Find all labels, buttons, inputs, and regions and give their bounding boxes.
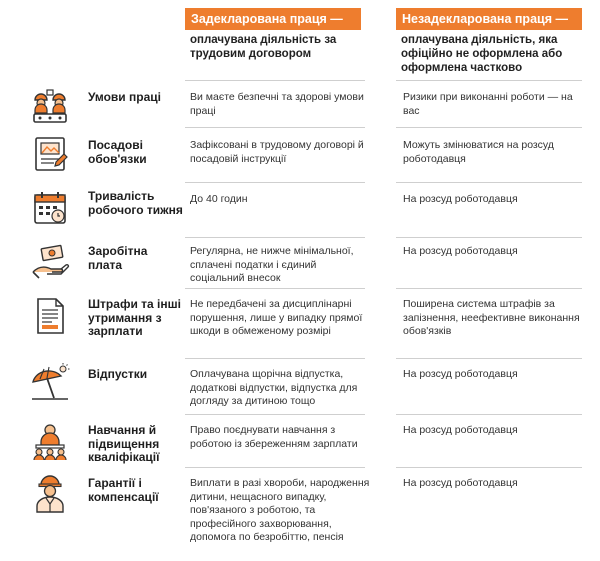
separator: [185, 358, 365, 359]
training-icon: [30, 421, 70, 461]
declared-cell: Виплати в разі хвороби, народження дитини, нещасного випадку, пов'язаного з роботою, та професійного захворювання, допомога по безробіттю, пенсія: [190, 477, 370, 543]
separator: [396, 414, 582, 415]
separator: [185, 127, 365, 128]
undeclared-cell: Можуть змінюватися на розсуд роботодавця: [403, 139, 554, 165]
job-description-icon: [30, 134, 70, 174]
declared-subtitle: оплачувана діяльність за трудовим договором: [190, 34, 337, 60]
separator: [396, 467, 582, 468]
worker-icon: [30, 474, 70, 514]
undeclared-cell: На розсуд роботодавця: [403, 245, 518, 257]
separator: [396, 127, 582, 128]
declared-header: Задекларована праця —: [185, 8, 361, 30]
undeclared-cell: Ризики при виконанні роботи — на вас: [403, 91, 573, 117]
undeclared-cell: Поширена система штрафів за запізнення, неефективне виконання обов'язків: [403, 298, 580, 337]
declared-cell: До 40 годин: [190, 193, 248, 205]
row-label: Відпустки: [88, 367, 148, 381]
declared-cell: Зафіксовані в трудовому договорі й посадовій інструкції: [190, 139, 364, 165]
row-label: Посадові обов'язки: [88, 138, 147, 166]
declared-cell: Ви маєте безпечні та здорові умови праці: [190, 91, 364, 117]
separator: [396, 182, 582, 183]
row-label: Гарантії і компенсації: [88, 476, 159, 504]
declared-cell: Не передбачені за дисциплінарні порушення, лише у випадку прямої шкоди в обмеженому розмірі: [190, 298, 363, 337]
separator: [185, 182, 365, 183]
calendar-icon: [30, 188, 70, 228]
row-label: Заробітна плата: [88, 244, 148, 272]
separator: [185, 414, 365, 415]
separator: [396, 288, 582, 289]
row-label: Умови праці: [88, 90, 161, 104]
separator: [185, 288, 365, 289]
declared-cell: Регулярна, не нижче мінімальної, сплачені податки і єдиний соціальний внесок: [190, 245, 354, 284]
declared-cell: Право поєднувати навчання з роботою із збереженням зарплати: [190, 424, 358, 450]
row-label: Штрафи та інші утримання з зарплати: [88, 297, 181, 338]
separator: [396, 237, 582, 238]
undeclared-cell: На розсуд роботодавця: [403, 193, 518, 205]
salary-icon: [30, 242, 70, 282]
undeclared-subtitle: оплачувана діяльність, яка офіційно не оформлена або оформлена частково: [401, 34, 563, 74]
undeclared-cell: На розсуд роботодавця: [403, 424, 518, 436]
separator: [185, 467, 365, 468]
undeclared-header: Незадекларована праця —: [396, 8, 582, 30]
beach-umbrella-icon: [30, 362, 70, 402]
declared-cell: Оплачувана щорічна відпустка, додаткові відпустки, відпустка для догляду за дитиною тощо: [190, 368, 358, 407]
undeclared-cell: На розсуд роботодавця: [403, 368, 518, 380]
document-icon: [30, 296, 70, 336]
row-label: Навчання й підвищення кваліфікації: [88, 423, 160, 464]
separator: [185, 80, 365, 81]
row-label: Тривалість робочого тижня: [88, 189, 183, 217]
separator: [396, 358, 582, 359]
undeclared-cell: На розсуд роботодавця: [403, 477, 518, 489]
separator: [396, 80, 582, 81]
workers-icon: [30, 86, 70, 126]
separator: [185, 237, 365, 238]
